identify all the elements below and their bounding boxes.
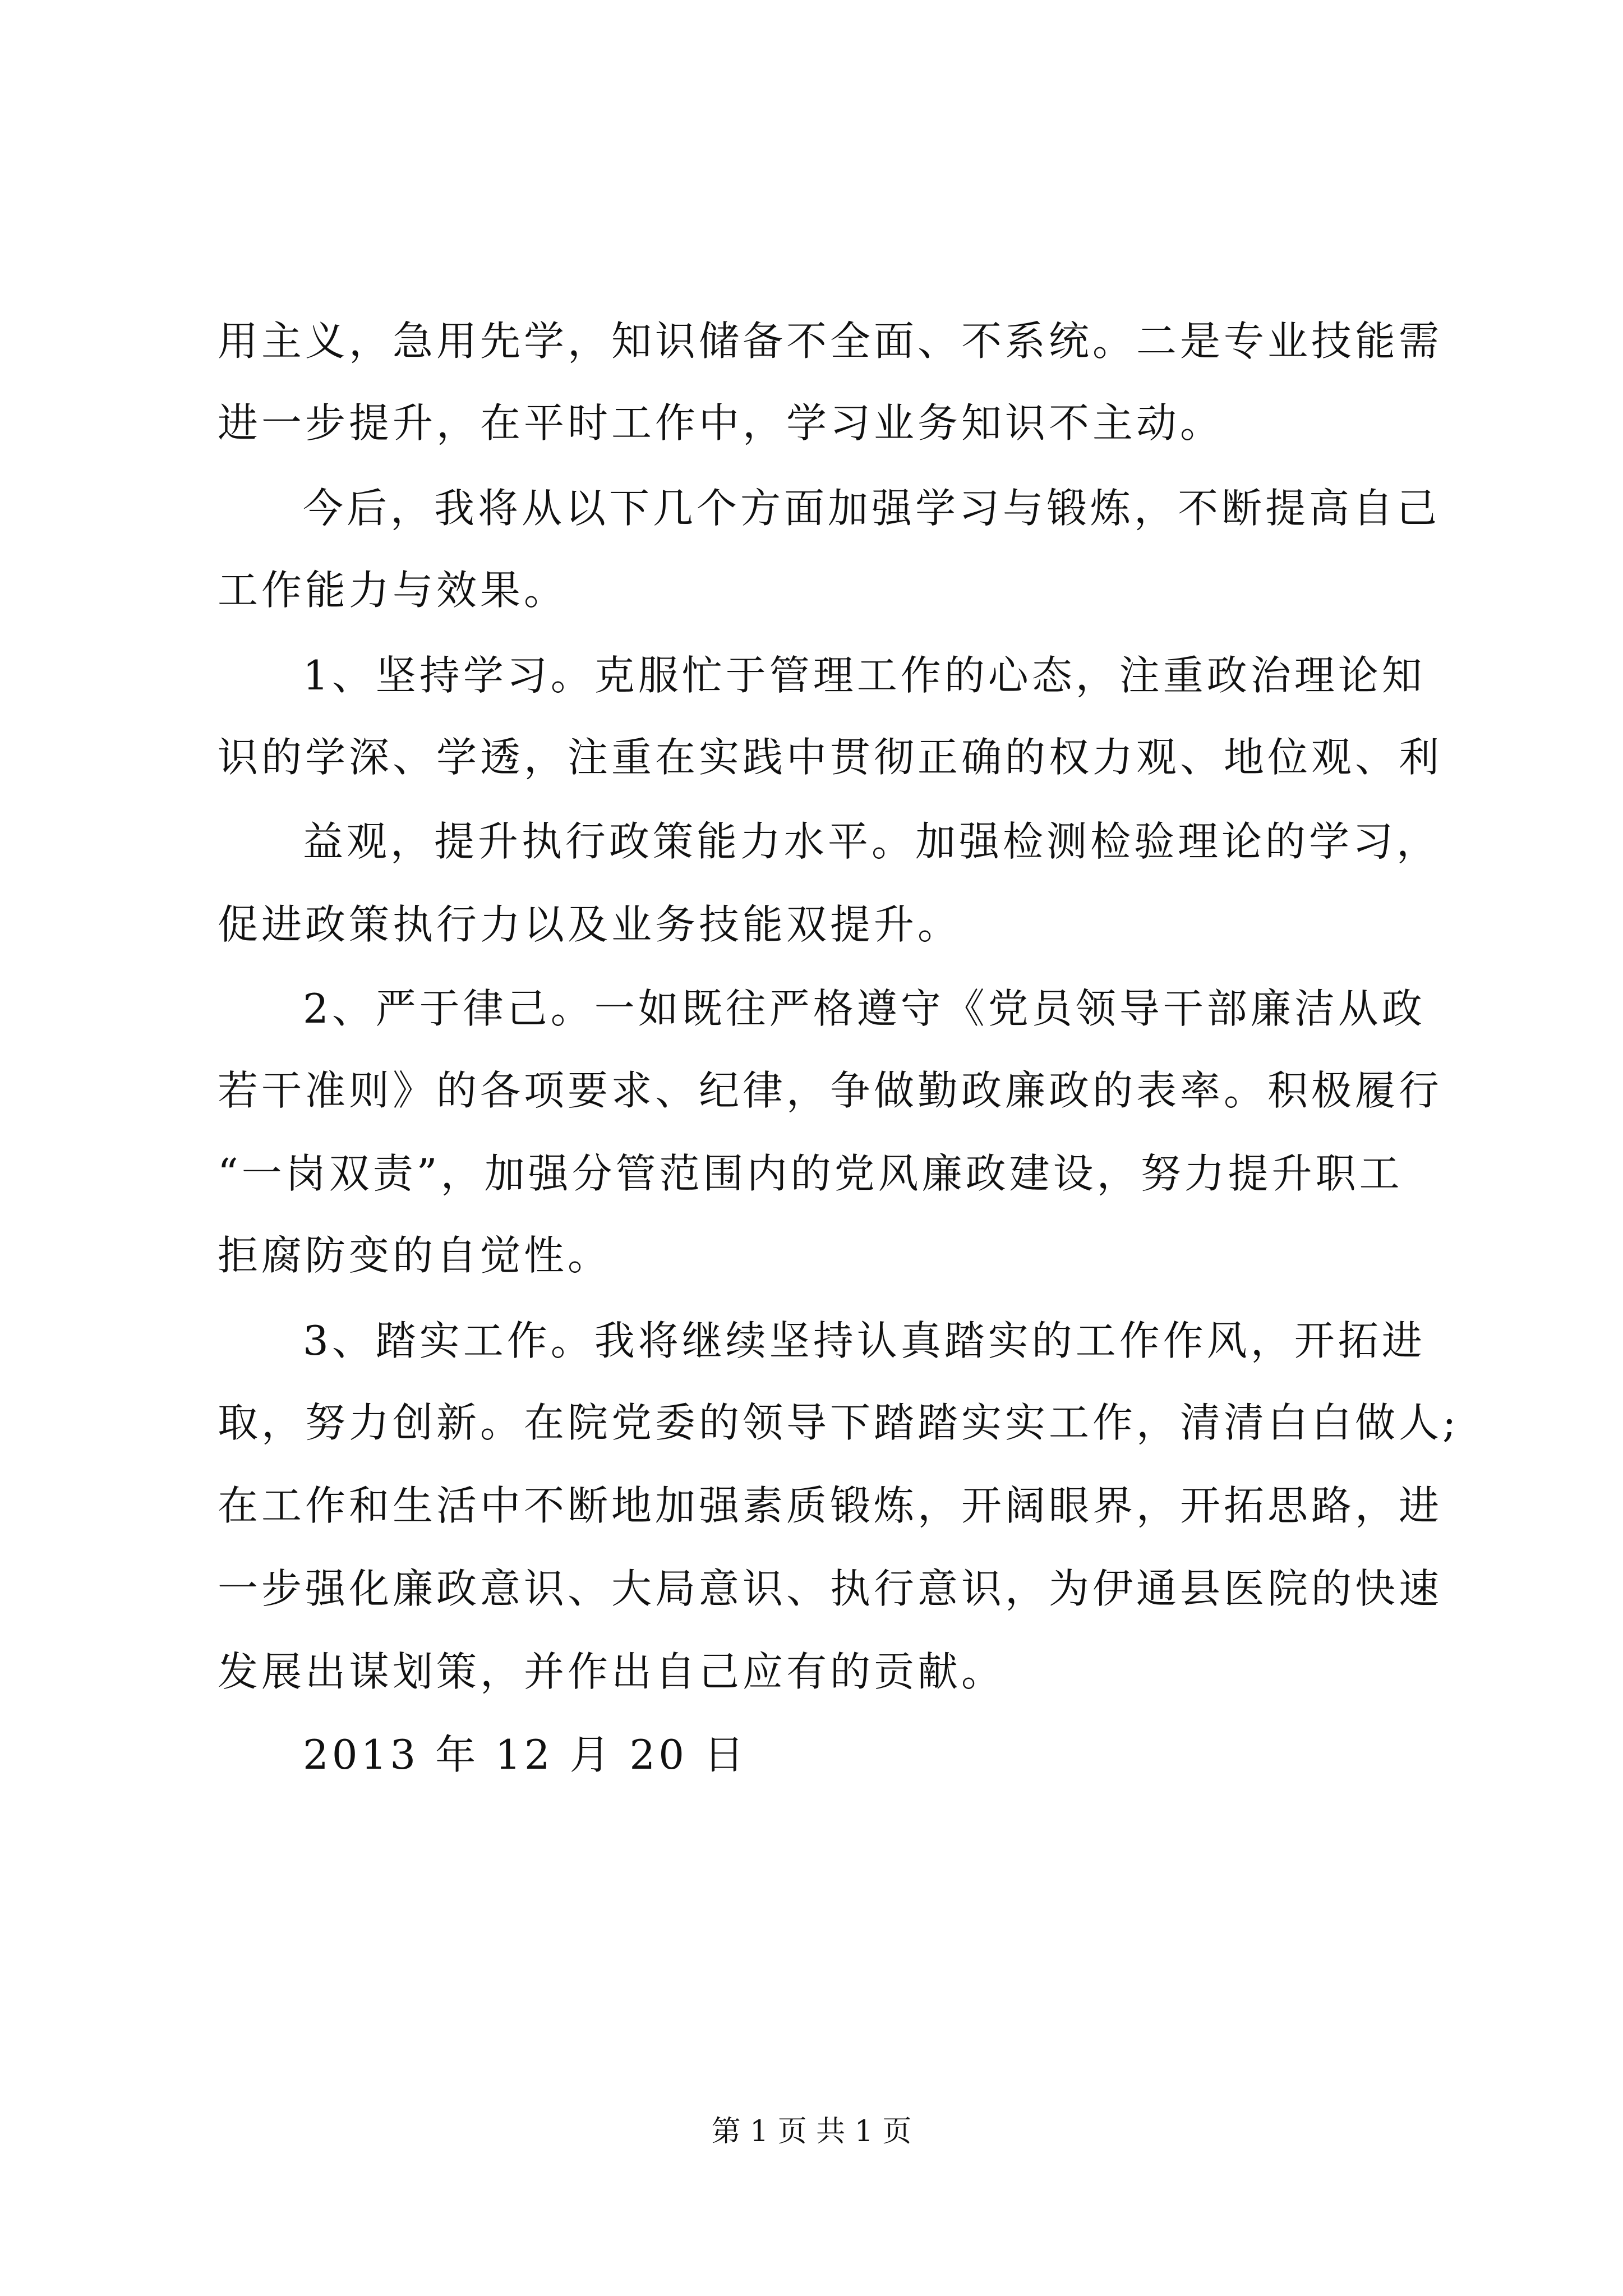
- body-text-line: 拒腐防变的自觉性。: [218, 1232, 612, 1279]
- body-text-line: 1、坚持学习。克服忙于管理工作的心态，注重政治理论知: [303, 652, 1426, 699]
- body-text-line: 益观，提升执行政策能力水平。加强检测检验理论的学习，: [303, 818, 1441, 865]
- body-text-line: 识的学深、学透，注重在实践中贯彻正确的权力观、地位观、利: [218, 734, 1443, 781]
- body-text-line: 促进政策执行力以及业务技能双提升。: [218, 901, 962, 948]
- body-text-line: 用主义，急用先学，知识储备不全面、不系统。二是专业技能需: [218, 318, 1443, 365]
- body-text-line: 工作能力与效果。: [218, 567, 568, 614]
- page-footer: 第 1 页 共 1 页: [711, 2115, 912, 2148]
- document-date: 2013 年 12 月 20 日: [303, 1731, 748, 1778]
- body-text-line: 若干准则》的各项要求、纪律，争做勤政廉政的表率。积极履行: [218, 1067, 1443, 1114]
- body-text-line: 3、踏实工作。我将继续坚持认真踏实的工作作风，开拓进: [303, 1317, 1426, 1364]
- body-text-line: “一岗双责”，加强分管范围内的党风廉政建设，努力提升职工: [218, 1150, 1403, 1197]
- body-text-line: 发展出谋划策，并作出自己应有的贡献。: [218, 1648, 1006, 1695]
- body-text-line: 2、严于律己。一如既往严格遵守《党员领导干部廉洁从政: [303, 985, 1426, 1032]
- body-text-line: 在工作和生活中不断地加强素质锻炼，开阔眼界，开拓思路，进: [218, 1482, 1443, 1529]
- body-text-line: 进一步提升，在平时工作中，学习业务知识不主动。: [218, 399, 1224, 447]
- body-text-line: 取，努力创新。在院党委的领导下踏踏实实工作，清清白白做人;: [218, 1399, 1460, 1446]
- body-text-line: 一步强化廉政意识、大局意识、执行意识，为伊通县医院的快速: [218, 1565, 1443, 1612]
- body-text-line: 今后，我将从以下几个方面加强学习与锻炼，不断提高自己: [303, 485, 1441, 532]
